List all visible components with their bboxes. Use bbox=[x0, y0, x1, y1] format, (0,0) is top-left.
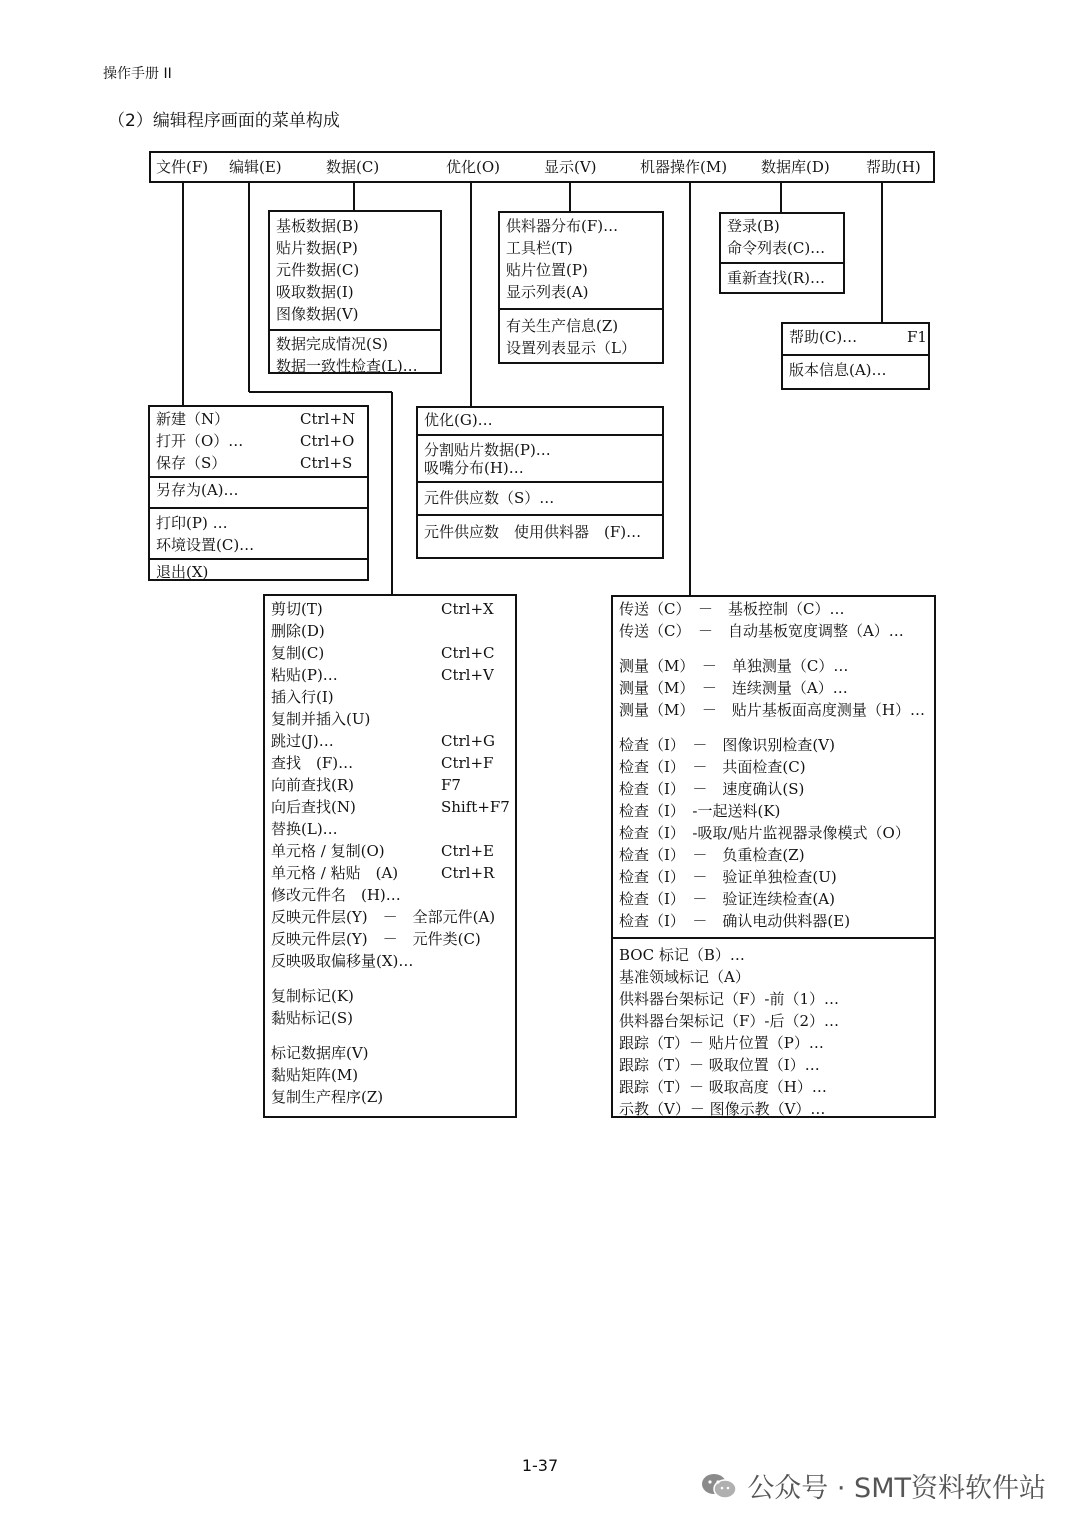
edit-item-label: 粘贴(P)… bbox=[271, 666, 338, 684]
optimize-menu bbox=[416, 406, 664, 559]
edit-item-label: 剪切(T) bbox=[271, 600, 323, 618]
edit-menu-item[interactable] bbox=[271, 1042, 509, 1064]
machine-menu-item[interactable]: 传送（C） － 自动基板宽度调整（A）… bbox=[619, 622, 904, 640]
menu-file[interactable]: 文件(F) bbox=[156, 158, 209, 176]
edit-item-label: 复制(C) bbox=[271, 644, 325, 662]
edit-menu-item[interactable] bbox=[271, 840, 509, 862]
file-menu-section bbox=[150, 558, 367, 584]
view-menu bbox=[498, 211, 664, 364]
edit-menu-item[interactable] bbox=[271, 950, 509, 972]
edit-item-label: 黏贴矩阵(M) bbox=[271, 1066, 359, 1084]
page-header: 操作手册 II bbox=[103, 66, 172, 82]
edit-item-label: 反映吸取偏移量(X)… bbox=[271, 952, 414, 970]
watermark bbox=[699, 1466, 1046, 1505]
machine-menu-item[interactable]: BOC 标记（B）… bbox=[619, 946, 745, 964]
optimize-menu-item[interactable]: 元件供应数 使用供料器 (F)… bbox=[424, 523, 642, 541]
edit-menu-item[interactable] bbox=[271, 862, 509, 884]
file-menu-item[interactable]: 另存为(A)… bbox=[156, 481, 239, 499]
optimize-menu-section bbox=[418, 514, 662, 548]
edit-item-label: 向后查找(N) bbox=[271, 798, 356, 816]
view-menu-item[interactable]: 供料器分布(F)… bbox=[506, 217, 619, 235]
database-menu-item[interactable]: 登录(B) bbox=[727, 217, 780, 235]
wechat-icon bbox=[699, 1472, 739, 1500]
view-menu-item[interactable]: 贴片位置(P) bbox=[506, 261, 588, 279]
edit-item-shortcut: Ctrl+V bbox=[441, 666, 494, 684]
edit-menu-item[interactable] bbox=[271, 1007, 509, 1029]
machine-menu-item[interactable]: 检查（I） － 图像识别检查(V) bbox=[619, 736, 835, 754]
edit-menu-item[interactable] bbox=[271, 598, 509, 620]
machine-menu-section bbox=[613, 937, 934, 1125]
view-menu-section bbox=[500, 213, 662, 308]
data-menu-item[interactable]: 数据完成情况(S) bbox=[276, 335, 388, 353]
data-menu-item[interactable]: 基板数据(B) bbox=[276, 217, 359, 235]
edit-item-label: 单元格 / 粘贴 (A) bbox=[271, 864, 399, 882]
machine-operation-menu bbox=[611, 595, 936, 1118]
machine-menu-item[interactable]: 检查（I） － 负重检查(Z) bbox=[619, 846, 805, 864]
edit-menu-item[interactable] bbox=[271, 774, 509, 796]
edit-item-label: 向前查找(R) bbox=[271, 776, 354, 794]
edit-item-shortcut: Ctrl+E bbox=[441, 842, 494, 860]
machine-menu-item[interactable]: 供料器台架标记（F）-前（1）… bbox=[619, 990, 840, 1008]
menu-view[interactable]: 显示(V) bbox=[544, 158, 597, 176]
database-menu-section bbox=[721, 262, 843, 292]
edit-menu-item[interactable] bbox=[271, 752, 509, 774]
edit-menu-item[interactable] bbox=[271, 796, 509, 818]
edit-item-shortcut: Shift+F7 bbox=[441, 798, 510, 816]
file-menu-section bbox=[150, 507, 367, 558]
data-menu-item[interactable]: 图像数据(V) bbox=[276, 305, 359, 323]
edit-menu-item[interactable] bbox=[271, 730, 509, 752]
machine-menu-item[interactable]: 检查（I） － 速度确认(S) bbox=[619, 780, 805, 798]
edit-item-label: 复制标记(K) bbox=[271, 987, 354, 1005]
menu-machine-operation[interactable]: 机器操作(M) bbox=[640, 158, 728, 176]
data-menu-item[interactable]: 贴片数据(P) bbox=[276, 239, 358, 257]
machine-menu-item[interactable]: 跟踪（T）－ 贴片位置（P）… bbox=[619, 1034, 824, 1052]
edit-item-label: 查找 (F)… bbox=[271, 754, 354, 772]
machine-menu-item[interactable]: 检查（I） － 确认电动供料器(E) bbox=[619, 912, 851, 930]
database-menu-section bbox=[721, 214, 843, 262]
edit-item-label: 跳过(J)… bbox=[271, 732, 334, 750]
machine-menu-item[interactable]: 供料器台架标记（F）-后（2）… bbox=[619, 1012, 840, 1030]
data-menu-section bbox=[270, 212, 440, 329]
optimize-menu-section bbox=[418, 408, 662, 434]
edit-menu-item[interactable] bbox=[271, 1064, 509, 1086]
machine-menu-group bbox=[619, 944, 928, 1120]
edit-item-shortcut: Ctrl+G bbox=[441, 732, 496, 750]
machine-menu-group bbox=[619, 598, 928, 642]
edit-menu bbox=[263, 594, 517, 1118]
edit-item-label: 标记数据库(V) bbox=[271, 1044, 369, 1062]
help-menu-item[interactable]: 版本信息(A)… bbox=[789, 361, 887, 379]
data-menu-item[interactable]: 吸取数据(I) bbox=[276, 283, 354, 301]
edit-menu-item[interactable] bbox=[271, 884, 509, 906]
file-menu-item[interactable] bbox=[156, 452, 361, 474]
menu-data[interactable]: 数据(C) bbox=[326, 158, 380, 176]
file-item-shortcut: Ctrl+N bbox=[300, 410, 356, 428]
edit-menu-item[interactable] bbox=[271, 642, 509, 664]
optimize-menu-item[interactable]: 分割贴片数据(P)… bbox=[424, 441, 551, 459]
edit-item-label: 删除(D) bbox=[271, 622, 325, 640]
database-menu bbox=[719, 212, 845, 294]
file-menu-item[interactable]: 环境设置(C)… bbox=[156, 536, 255, 554]
database-menu-item[interactable]: 命令列表(C)… bbox=[727, 239, 826, 257]
edit-menu-item[interactable] bbox=[271, 818, 509, 840]
database-menu-item[interactable]: 重新查找(R)… bbox=[727, 269, 825, 287]
machine-menu-item[interactable]: 检查（I） － 验证单独检查(U) bbox=[619, 868, 837, 886]
file-menu-item[interactable] bbox=[156, 430, 361, 452]
edit-menu-group bbox=[271, 985, 509, 1029]
edit-menu-item[interactable] bbox=[271, 906, 509, 928]
file-item-label: 新建（N） bbox=[156, 410, 230, 428]
edit-item-label: 反映元件层(Y) － 元件类(C) bbox=[271, 930, 481, 948]
file-item-shortcut: Ctrl+S bbox=[300, 454, 353, 472]
edit-item-shortcut: Ctrl+F bbox=[441, 754, 494, 772]
file-menu-item[interactable]: 打印(P) … bbox=[156, 514, 228, 532]
data-menu-item[interactable]: 数据一致性检查(L)… bbox=[276, 357, 418, 375]
edit-item-label: 单元格 / 复制(O) bbox=[271, 842, 385, 860]
optimize-menu-item[interactable]: 吸嘴分布(H)… bbox=[424, 459, 524, 477]
help-menu-item[interactable] bbox=[789, 326, 927, 348]
optimize-menu-item[interactable]: 元件供应数（S）… bbox=[424, 489, 555, 507]
edit-item-label: 修改元件名 (H)… bbox=[271, 886, 401, 904]
file-item-label: 保存（S） bbox=[156, 454, 227, 472]
machine-menu-item[interactable]: 测量（M） － 连续测量（A）… bbox=[619, 679, 848, 697]
data-menu bbox=[268, 210, 442, 374]
help-item-shortcut: F1 bbox=[907, 328, 927, 346]
help-menu bbox=[781, 322, 930, 390]
edit-item-label: 插入行(I) bbox=[271, 688, 334, 706]
view-menu-item[interactable]: 工具栏(T) bbox=[506, 239, 573, 257]
edit-item-label: 替换(L)… bbox=[271, 820, 338, 838]
view-menu-section bbox=[500, 308, 662, 364]
machine-menu-group bbox=[619, 734, 928, 932]
menu-help[interactable]: 帮助(H) bbox=[866, 158, 921, 176]
edit-item-shortcut: Ctrl+C bbox=[441, 644, 495, 662]
menu-database[interactable]: 数据库(D) bbox=[761, 158, 830, 176]
machine-menu-group bbox=[619, 655, 928, 721]
machine-menu-item[interactable]: 示教（V）－ 图像示教（V）… bbox=[619, 1100, 826, 1118]
file-menu-item[interactable]: 退出(X) bbox=[156, 563, 209, 581]
edit-menu-group bbox=[271, 1042, 509, 1108]
view-menu-item[interactable]: 有关生产信息(Z) bbox=[506, 317, 619, 335]
edit-menu-item[interactable] bbox=[271, 620, 509, 642]
edit-item-label: 黏贴标记(S) bbox=[271, 1009, 353, 1027]
view-menu-item[interactable]: 设置列表显示（L） bbox=[506, 339, 636, 357]
data-menu-section bbox=[270, 329, 440, 379]
page-number: 1-37 bbox=[521, 1456, 559, 1475]
menu-optimize[interactable]: 优化(O) bbox=[446, 158, 501, 176]
edit-menu-item[interactable] bbox=[271, 664, 509, 686]
machine-menu-section bbox=[613, 597, 934, 937]
machine-menu-item[interactable]: 跟踪（T）－ 吸取位置（I）… bbox=[619, 1056, 820, 1074]
file-menu-section bbox=[150, 407, 367, 476]
view-menu-item[interactable]: 显示列表(A) bbox=[506, 283, 589, 301]
file-menu bbox=[148, 405, 369, 581]
machine-menu-item[interactable]: 测量（M） － 单独测量（C）… bbox=[619, 657, 849, 675]
machine-menu-item[interactable]: 测量（M） － 贴片基板面高度测量（H）… bbox=[619, 701, 925, 719]
help-menu-section bbox=[783, 354, 928, 384]
edit-item-shortcut: F7 bbox=[441, 776, 461, 794]
machine-menu-item[interactable]: 跟踪（T）－ 吸取高度（H）… bbox=[619, 1078, 827, 1096]
machine-menu-item[interactable]: 传送（C） － 基板控制（C）… bbox=[619, 600, 845, 618]
machine-menu-item[interactable]: 检查（I） -一起送料(K) bbox=[619, 802, 781, 820]
edit-item-label: 复制并插入(U) bbox=[271, 710, 371, 728]
file-menu-section bbox=[150, 476, 367, 507]
help-item-label: 帮助(C)… bbox=[789, 328, 858, 346]
file-item-shortcut: Ctrl+O bbox=[300, 432, 355, 450]
edit-item-shortcut: Ctrl+X bbox=[441, 600, 494, 618]
edit-menu-item[interactable] bbox=[271, 686, 509, 708]
edit-item-label: 复制生产程序(Z) bbox=[271, 1088, 384, 1106]
menu-edit[interactable]: 编辑(E) bbox=[229, 158, 282, 176]
machine-menu-item[interactable]: 基准领域标记（A） bbox=[619, 968, 750, 986]
optimize-menu-section bbox=[418, 481, 662, 514]
watermark-text: 公众号 · SMT资料软件站 bbox=[747, 1473, 1046, 1504]
optimize-menu-section bbox=[418, 434, 662, 481]
edit-menu-item[interactable] bbox=[271, 708, 509, 730]
edit-item-label: 反映元件层(Y) － 全部元件(A) bbox=[271, 908, 496, 926]
file-menu-item[interactable] bbox=[156, 408, 361, 430]
edit-menu-item[interactable] bbox=[271, 985, 509, 1007]
machine-menu-item[interactable]: 检查（I） － 验证连续检查(A) bbox=[619, 890, 835, 908]
file-item-label: 打开（O）… bbox=[156, 432, 244, 450]
optimize-menu-item[interactable]: 优化(G)… bbox=[424, 411, 493, 429]
edit-menu-item[interactable] bbox=[271, 1086, 509, 1108]
help-menu-section bbox=[783, 324, 928, 354]
machine-menu-item[interactable]: 检查（I） -吸取/贴片监视器录像模式（O） bbox=[619, 824, 910, 842]
edit-menu-item[interactable] bbox=[271, 928, 509, 950]
edit-menu-group bbox=[271, 598, 509, 972]
machine-menu-item[interactable]: 检查（I） － 共面检查(C) bbox=[619, 758, 806, 776]
edit-item-shortcut: Ctrl+R bbox=[441, 864, 495, 882]
section-title: （2）编辑程序画面的菜单构成 bbox=[108, 111, 340, 131]
data-menu-item[interactable]: 元件数据(C) bbox=[276, 261, 360, 279]
